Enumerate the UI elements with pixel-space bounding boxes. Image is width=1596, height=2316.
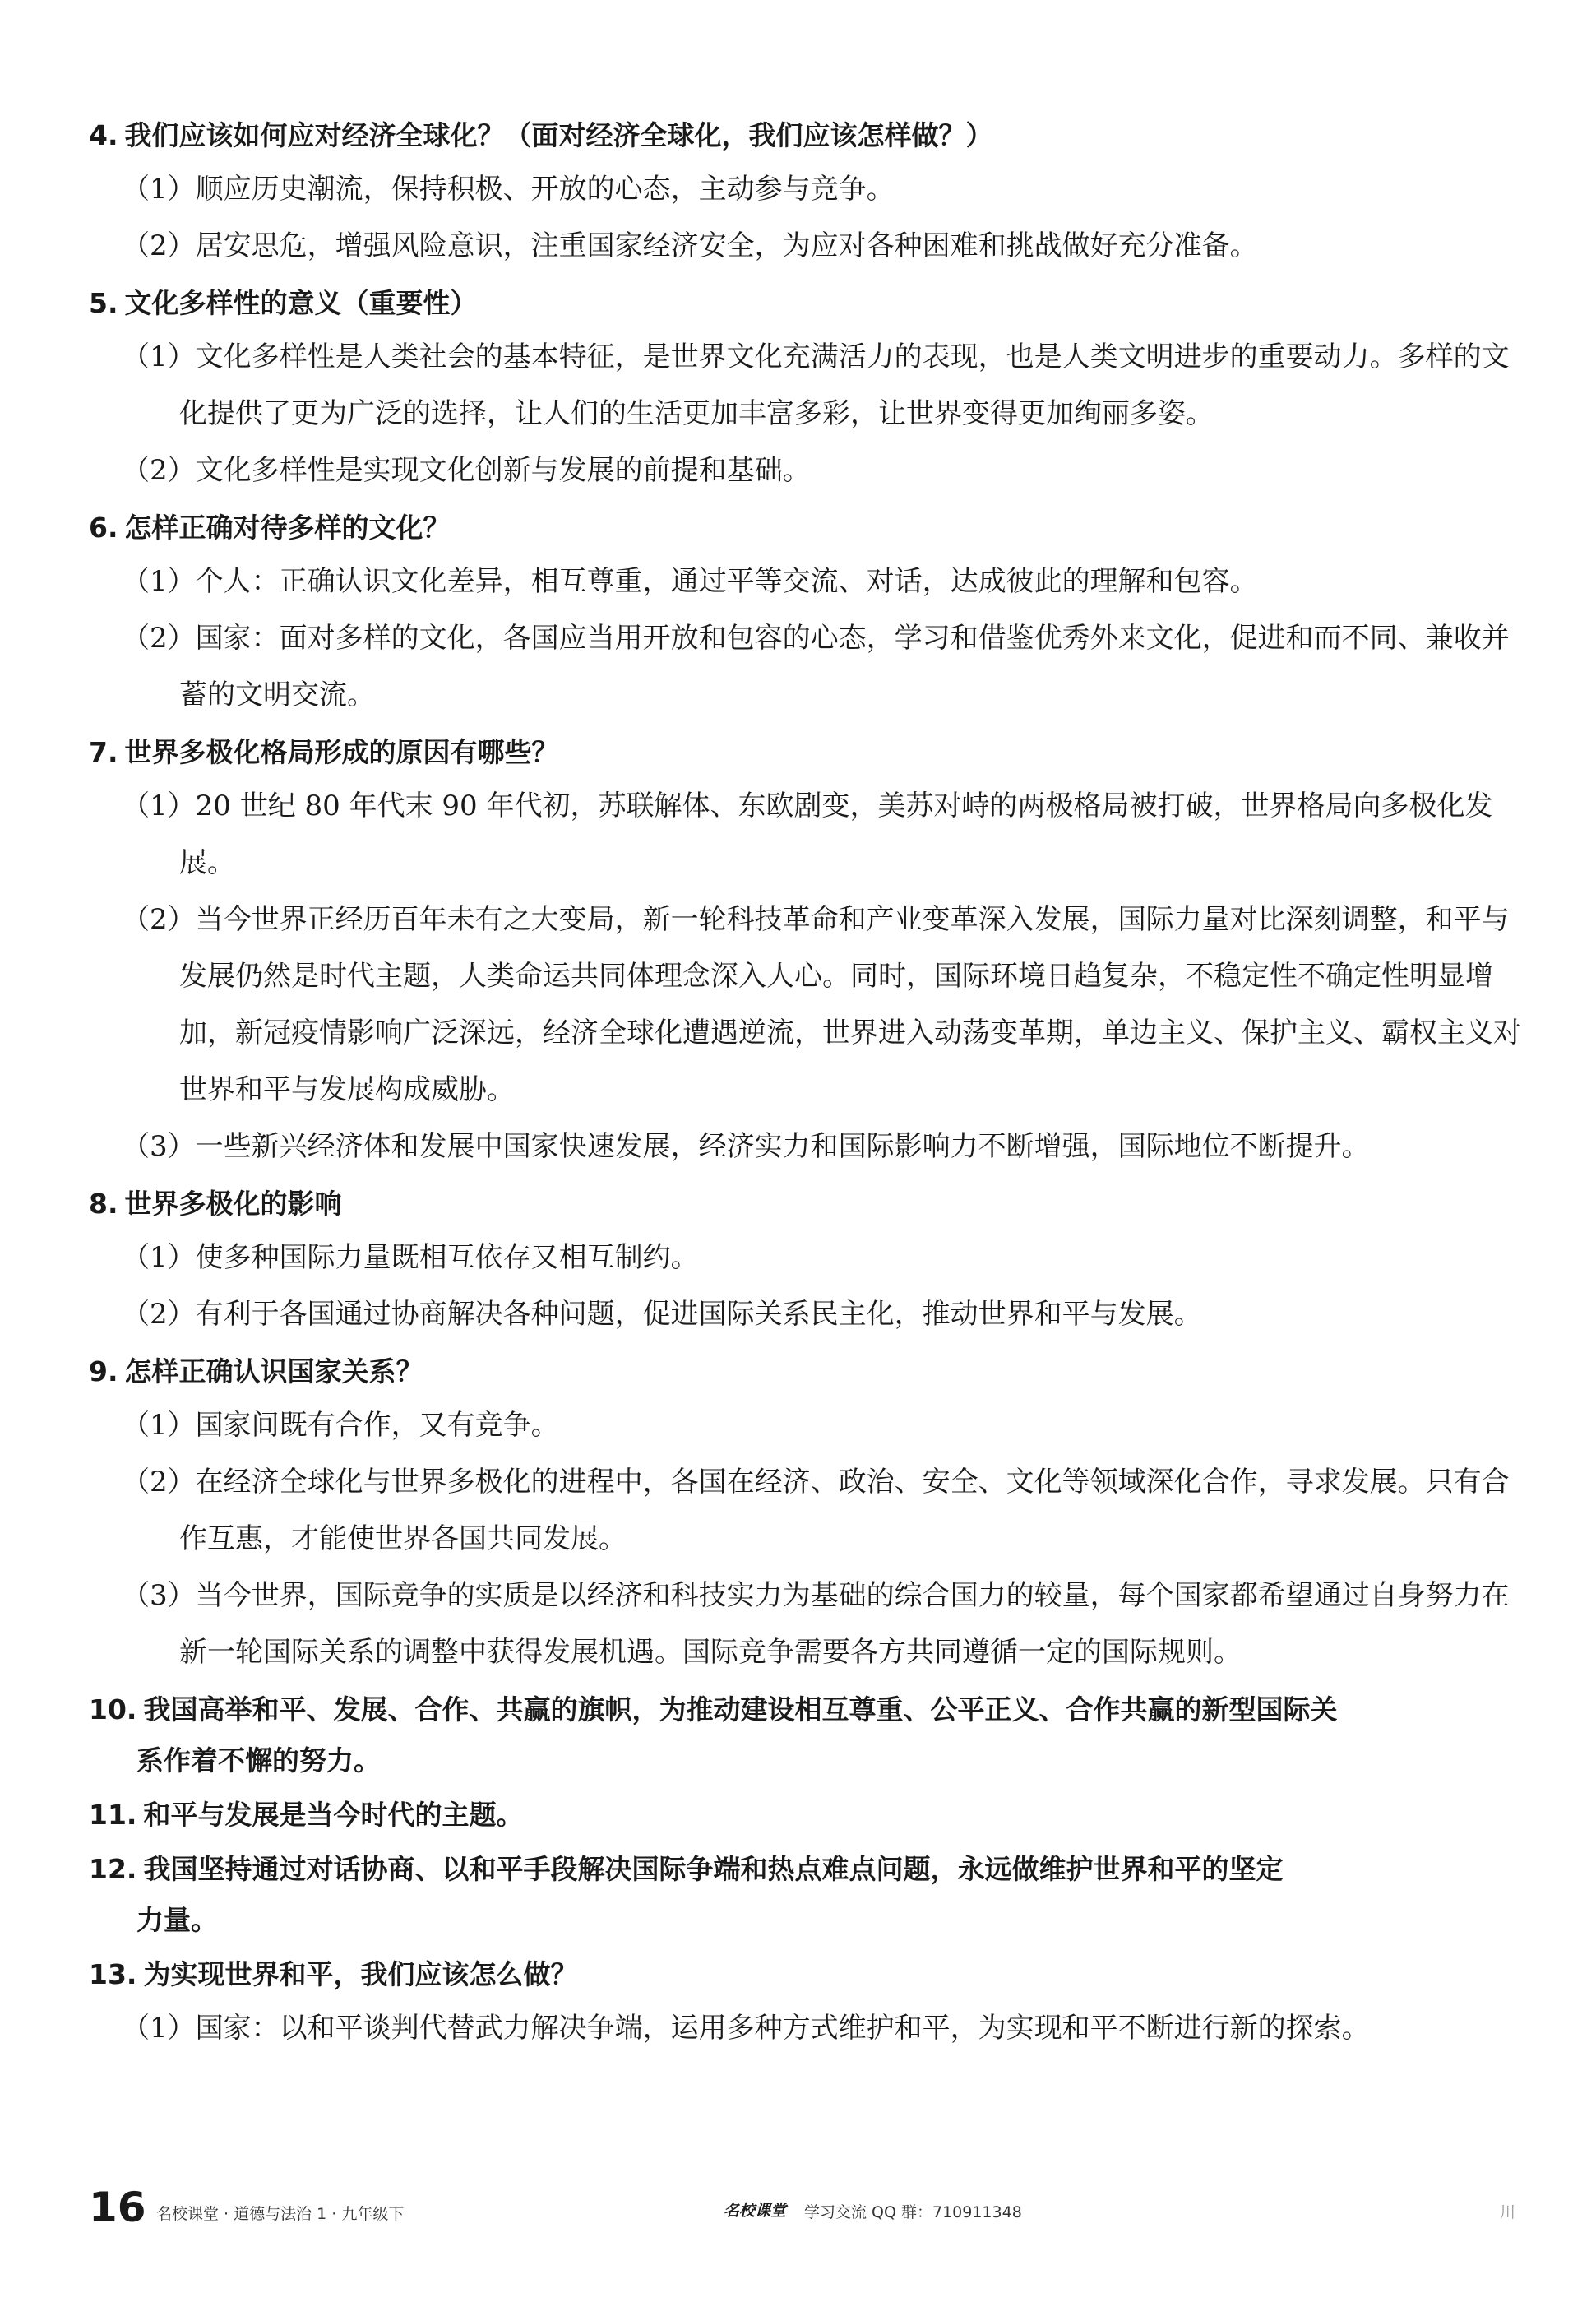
answer-line: （1）国家：以和平谈判代替武力解决争端，运用多种方式维护和平，为实现和平不断进行新的探索。	[122, 2012, 1370, 2045]
item	[89, 1949, 1524, 2057]
brand-logo: 名校课堂	[724, 2202, 787, 2220]
item	[89, 503, 1524, 724]
item	[89, 1179, 1524, 1343]
page-number: 16	[89, 2184, 146, 2231]
region-mark: 川	[1499, 2203, 1515, 2221]
item	[89, 278, 1524, 499]
question-heading: 8. 世界多极化的影响	[89, 1188, 342, 1220]
answer-line: （1）20 世纪 80 年代末 90 年代初，苏联解体、东欧剧变，美苏对峙的两极格局被打破，世界格局向多极化发展。	[122, 790, 1493, 879]
question-heading: 4. 我们应该如何应对经济全球化？（面对经济全球化，我们应该怎样做？）	[89, 119, 993, 151]
question-heading: 7. 世界多极化格局形成的原因有哪些？	[89, 736, 559, 768]
answer-line: （2）当今世界正经历百年未有之大变局，新一轮科技革命和产业变革深入发展，国际力量对比深刻调整，和平与发展仍然是时代主题，人类命运共同体理念深入人心。同时，国际环境日趋复杂，不稳定性不确定性明显增加，新冠疫情影响广泛深远，经济全球化遭遇逆流，世界进入动荡变革期，单边主义、保护主义、霸权主义对世界和平与发展构成威胁。	[122, 903, 1521, 1106]
answer-line: （2）国家：面对多样的文化，各国应当用开放和包容的心态，学习和借鉴优秀外来文化，促进和而不同、兼收并蓄的文明交流。	[122, 622, 1510, 711]
answer-line: （3）当今世界，国际竞争的实质是以经济和科技实力为基础的综合国力的较量，每个国家都希望通过自身努力在新一轮国际关系的调整中获得发展机遇。国际竞争需要各方共同遵循一定的国际规则。	[122, 1579, 1510, 1669]
answer-line: （2）居安思危，增强风险意识，注重国家经济安全，为应对各种困难和挑战做好充分准备。	[122, 229, 1258, 262]
item	[89, 1844, 1524, 1946]
question-heading: 12. 我国坚持通过对话协商、以和平手段解决国际争端和热点难点问题，永远做维护世界和平的坚定 力量。	[89, 1853, 1284, 1936]
question-heading: 5. 文化多样性的意义（重要性）	[89, 287, 478, 319]
answer-line: （1）使多种国际力量既相互依存又相互制约。	[122, 1241, 699, 1274]
answer-line: （3）一些新兴经济体和发展中国家快速发展，经济实力和国际影响力不断增强，国际地位不断提升。	[122, 1130, 1370, 1163]
answer-line: （1）个人：正确认识文化差异，相互尊重，通过平等交流、对话，达成彼此的理解和包容。	[122, 565, 1258, 598]
answer-line: （1）文化多样性是人类社会的基本特征，是世界文化充满活力的表现，也是人类文明进步的重要动力。多样的文化提供了更为广泛的选择，让人们的生活更加丰富多彩，让世界变得更加绚丽多姿。	[122, 340, 1510, 430]
qq-group: 学习交流 QQ 群：710911348	[804, 2203, 1022, 2221]
answer-line: （1）国家间既有合作，又有竞争。	[122, 1409, 559, 1442]
question-heading: 10. 我国高举和平、发展、合作、共赢的旗帜，为推动建设相互尊重、公平正义、合作共赢的新型国际关 系作着不懈的努力。	[89, 1693, 1338, 1776]
question-heading: 9. 怎样正确认识国家关系？	[89, 1355, 423, 1387]
answer-line: （1）顺应历史潮流，保持积极、开放的心态，主动参与竞争。	[122, 173, 895, 206]
item	[89, 1790, 1524, 1841]
item	[89, 1346, 1524, 1681]
document-body	[89, 107, 1524, 2057]
answer-line: （2）文化多样性是实现文化创新与发展的前提和基础。	[122, 454, 811, 487]
question-heading: 13. 为实现世界和平，我们应该怎么做？	[89, 1958, 578, 1990]
item	[89, 727, 1524, 1175]
book-title: 名校课堂 · 道德与法治 1 · 九年级下	[156, 2205, 405, 2223]
item	[89, 110, 1524, 275]
question-heading: 6. 怎样正确对待多样的文化？	[89, 512, 451, 544]
answer-line: （2）在经济全球化与世界多极化的进程中，各国在经济、政治、安全、文化等领域深化合作，寻求发展。只有合作互惠，才能使世界各国共同发展。	[122, 1466, 1510, 1555]
page-footer	[89, 2184, 1524, 2233]
answer-line: （2）有利于各国通过协商解决各种问题，促进国际关系民主化，推动世界和平与发展。	[122, 1298, 1202, 1331]
item	[89, 1684, 1524, 1786]
question-heading: 11. 和平与发展是当今时代的主题。	[89, 1799, 524, 1831]
